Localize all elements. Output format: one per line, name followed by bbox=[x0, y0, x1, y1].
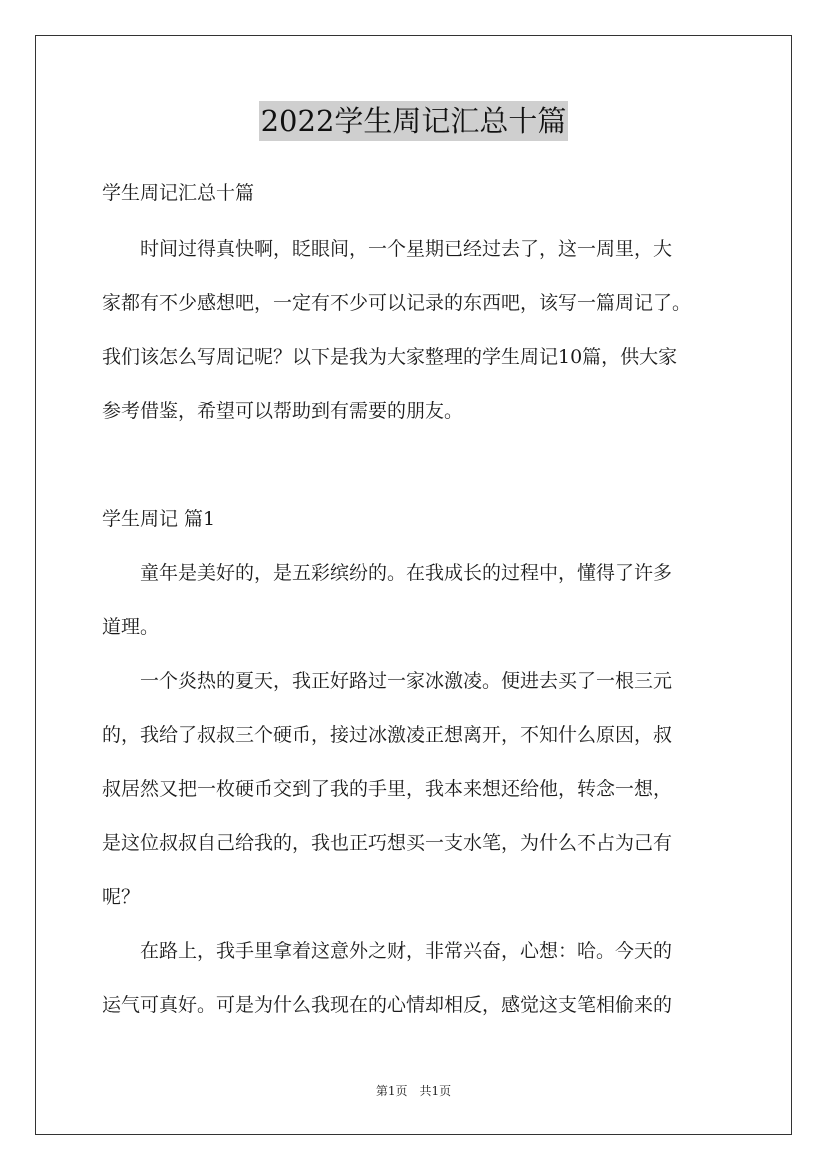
paragraph-line: 我们该怎么写周记呢？以下是我为大家整理的学生周记10篇，供大家 bbox=[102, 346, 678, 368]
page-footer bbox=[0, 1083, 827, 1099]
title-container bbox=[0, 101, 827, 141]
section-heading-part1: 学生周记 篇1 bbox=[102, 508, 216, 530]
document-title: 2022学生周记汇总十篇 bbox=[259, 101, 569, 141]
page-number: 第1页 bbox=[375, 1084, 408, 1098]
paragraph-line: 叔居然又把一枚硬币交到了我的手里，我本来想还给他，转念一想， bbox=[102, 778, 673, 800]
paragraph-line: 是这位叔叔自己给我的，我也正巧想买一支水笔，为什么不占为己有 bbox=[102, 832, 673, 854]
paragraph-line: 的，我给了叔叔三个硬币，接过冰激凌正想离开，不知什么原因，叔 bbox=[102, 724, 673, 746]
paragraph-line: 时间过得真快啊，眨眼间，一个星期已经过去了，这一周里，大 bbox=[102, 238, 673, 260]
paragraph-line: 童年是美好的，是五彩缤纷的。在我成长的过程中，懂得了许多 bbox=[102, 562, 673, 584]
paragraph-line: 一个炎热的夏天，我正好路过一家冰激凌。便进去买了一根三元 bbox=[102, 670, 673, 692]
paragraph-line: 呢？ bbox=[102, 886, 141, 908]
paragraph-line: 道理。 bbox=[102, 616, 160, 638]
paragraph-line: 家都有不少感想吧，一定有不少可以记录的东西吧，该写一篇周记了。 bbox=[102, 292, 692, 314]
paragraph-line: 在路上，我手里拿着这意外之财，非常兴奋，心想：哈。今天的 bbox=[102, 940, 673, 962]
section-heading-intro: 学生周记汇总十篇 bbox=[102, 182, 255, 204]
total-pages: 共1页 bbox=[419, 1084, 452, 1098]
paragraph-line: 参考借鉴，希望可以帮助到有需要的朋友。 bbox=[102, 400, 464, 422]
paragraph-line: 运气可真好。可是为什么我现在的心情却相反，感觉这支笔相偷来的 bbox=[102, 994, 673, 1016]
